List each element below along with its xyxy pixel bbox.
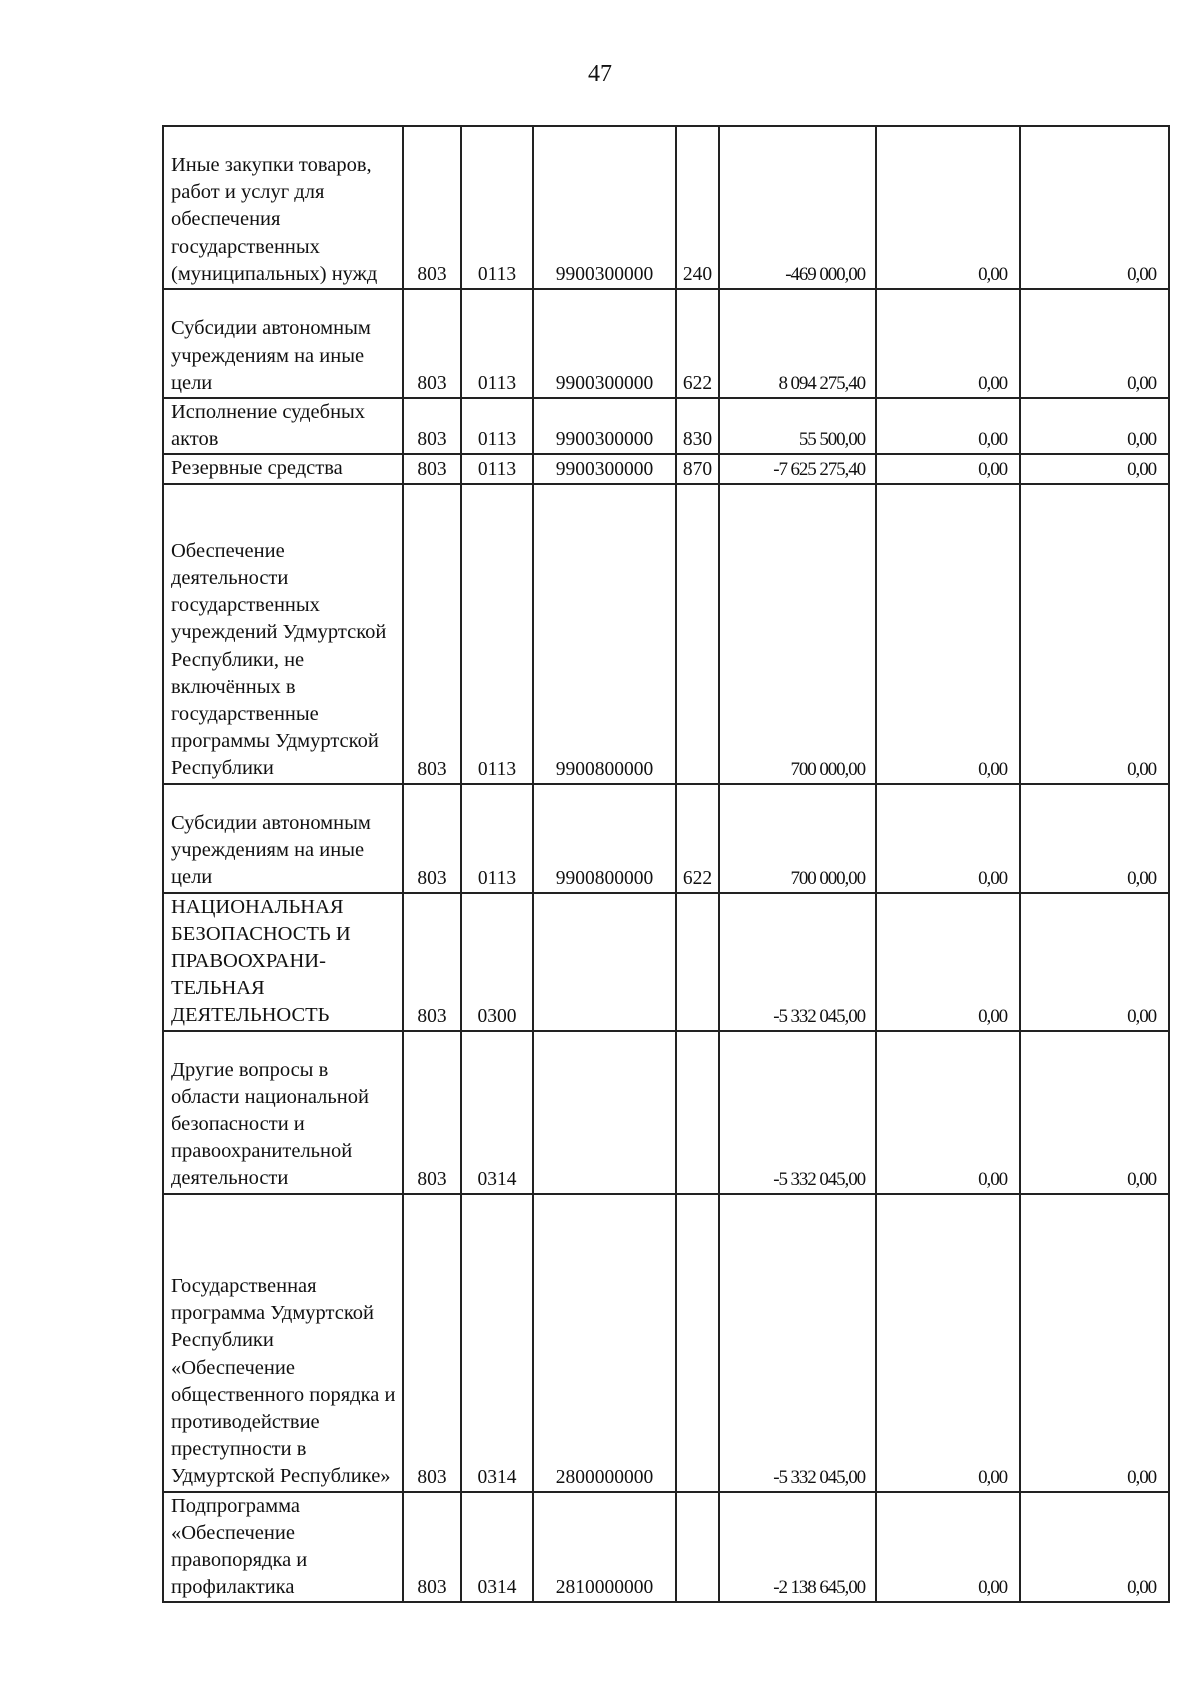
ministry-code: 803 bbox=[403, 784, 461, 893]
section-code: 0113 bbox=[461, 454, 533, 483]
table-row bbox=[163, 126, 1169, 289]
budget-table bbox=[162, 125, 1170, 1603]
row-name: НАЦИОНАЛЬНАЯ БЕЗОПАСНОСТЬ И ПРАВООХРАНИ-ТЕЛЬНАЯ ДЕЯТЕЛЬНОСТЬ bbox=[163, 893, 403, 1031]
target-code: 9900300000 bbox=[533, 454, 676, 483]
amount-3: 0,00 bbox=[1020, 289, 1169, 398]
ministry-code: 803 bbox=[403, 454, 461, 483]
row-name: Исполнение судебных актов bbox=[163, 398, 403, 454]
page-number: 47 bbox=[588, 61, 612, 87]
expense-type-code bbox=[676, 484, 719, 784]
amount-2: 0,00 bbox=[876, 398, 1020, 454]
amount-2: 0,00 bbox=[876, 126, 1020, 289]
amount-1: -2 138 645,00 bbox=[719, 1492, 876, 1603]
amount-2: 0,00 bbox=[876, 1194, 1020, 1492]
amount-2: 0,00 bbox=[876, 1031, 1020, 1194]
section-code: 0314 bbox=[461, 1031, 533, 1194]
amount-1: 700 000,00 bbox=[719, 484, 876, 784]
ministry-code: 803 bbox=[403, 1492, 461, 1603]
amount-2: 0,00 bbox=[876, 1492, 1020, 1603]
target-code: 9900800000 bbox=[533, 784, 676, 893]
row-name: Иные закупки товаров, работ и услуг для обеспечения государственных (муниципальных) нужд bbox=[163, 126, 403, 289]
table-row bbox=[163, 454, 1169, 483]
expense-type-code: 870 bbox=[676, 454, 719, 483]
amount-3: 0,00 bbox=[1020, 454, 1169, 483]
target-code bbox=[533, 893, 676, 1031]
expense-type-code: 622 bbox=[676, 289, 719, 398]
amount-2: 0,00 bbox=[876, 784, 1020, 893]
section-code: 0113 bbox=[461, 784, 533, 893]
section-code: 0113 bbox=[461, 126, 533, 289]
amount-3: 0,00 bbox=[1020, 1492, 1169, 1603]
table-row bbox=[163, 289, 1169, 398]
target-code bbox=[533, 1031, 676, 1194]
amount-2: 0,00 bbox=[876, 454, 1020, 483]
expense-type-code: 622 bbox=[676, 784, 719, 893]
table-row bbox=[163, 1194, 1169, 1492]
target-code: 9900300000 bbox=[533, 289, 676, 398]
row-name: Другие вопросы в области национальной безопасности и правоохранительной деятельности bbox=[163, 1031, 403, 1194]
table-row bbox=[163, 398, 1169, 454]
amount-1: 8 094 275,40 bbox=[719, 289, 876, 398]
ministry-code: 803 bbox=[403, 398, 461, 454]
ministry-code: 803 bbox=[403, 893, 461, 1031]
expense-type-code bbox=[676, 1492, 719, 1603]
target-code: 9900800000 bbox=[533, 484, 676, 784]
table-row bbox=[163, 1031, 1169, 1194]
amount-3: 0,00 bbox=[1020, 784, 1169, 893]
expense-type-code bbox=[676, 893, 719, 1031]
row-name: Государственная программа Удмуртской Республики «Обеспечение общественного порядка и противодействие преступности в Удмуртской Республике» bbox=[163, 1194, 403, 1492]
table-row bbox=[163, 1492, 1169, 1603]
amount-1: -469 000,00 bbox=[719, 126, 876, 289]
section-code: 0113 bbox=[461, 484, 533, 784]
amount-3: 0,00 bbox=[1020, 398, 1169, 454]
amount-3: 0,00 bbox=[1020, 126, 1169, 289]
expense-type-code bbox=[676, 1031, 719, 1194]
row-name: Обеспечение деятельности государственных учреждений Удмуртской Республики, не включённых в государственные программы Удмуртской Республики bbox=[163, 484, 403, 784]
section-code: 0314 bbox=[461, 1492, 533, 1603]
amount-3: 0,00 bbox=[1020, 893, 1169, 1031]
amount-1: -7 625 275,40 bbox=[719, 454, 876, 483]
row-name: Резервные средства bbox=[163, 454, 403, 483]
amount-2: 0,00 bbox=[876, 893, 1020, 1031]
row-name: Субсидии автономным учреждениям на иные цели bbox=[163, 289, 403, 398]
target-code: 2810000000 bbox=[533, 1492, 676, 1603]
table-row bbox=[163, 484, 1169, 784]
row-name: Субсидии автономным учреждениям на иные цели bbox=[163, 784, 403, 893]
amount-2: 0,00 bbox=[876, 289, 1020, 398]
amount-3: 0,00 bbox=[1020, 484, 1169, 784]
ministry-code: 803 bbox=[403, 1194, 461, 1492]
target-code: 9900300000 bbox=[533, 126, 676, 289]
ministry-code: 803 bbox=[403, 126, 461, 289]
ministry-code: 803 bbox=[403, 1031, 461, 1194]
amount-1: 55 500,00 bbox=[719, 398, 876, 454]
expense-type-code: 830 bbox=[676, 398, 719, 454]
target-code: 2800000000 bbox=[533, 1194, 676, 1492]
amount-2: 0,00 bbox=[876, 484, 1020, 784]
amount-3: 0,00 bbox=[1020, 1031, 1169, 1194]
amount-1: -5 332 045,00 bbox=[719, 1194, 876, 1492]
table-row bbox=[163, 784, 1169, 893]
amount-1: -5 332 045,00 bbox=[719, 893, 876, 1031]
amount-1: 700 000,00 bbox=[719, 784, 876, 893]
amount-3: 0,00 bbox=[1020, 1194, 1169, 1492]
row-name: Подпрограмма «Обеспечение правопорядка и профилактика bbox=[163, 1492, 403, 1603]
section-code: 0314 bbox=[461, 1194, 533, 1492]
ministry-code: 803 bbox=[403, 484, 461, 784]
amount-1: -5 332 045,00 bbox=[719, 1031, 876, 1194]
section-code: 0113 bbox=[461, 289, 533, 398]
table-row bbox=[163, 893, 1169, 1031]
section-code: 0113 bbox=[461, 398, 533, 454]
expense-type-code bbox=[676, 1194, 719, 1492]
section-code: 0300 bbox=[461, 893, 533, 1031]
ministry-code: 803 bbox=[403, 289, 461, 398]
target-code: 9900300000 bbox=[533, 398, 676, 454]
expense-type-code: 240 bbox=[676, 126, 719, 289]
